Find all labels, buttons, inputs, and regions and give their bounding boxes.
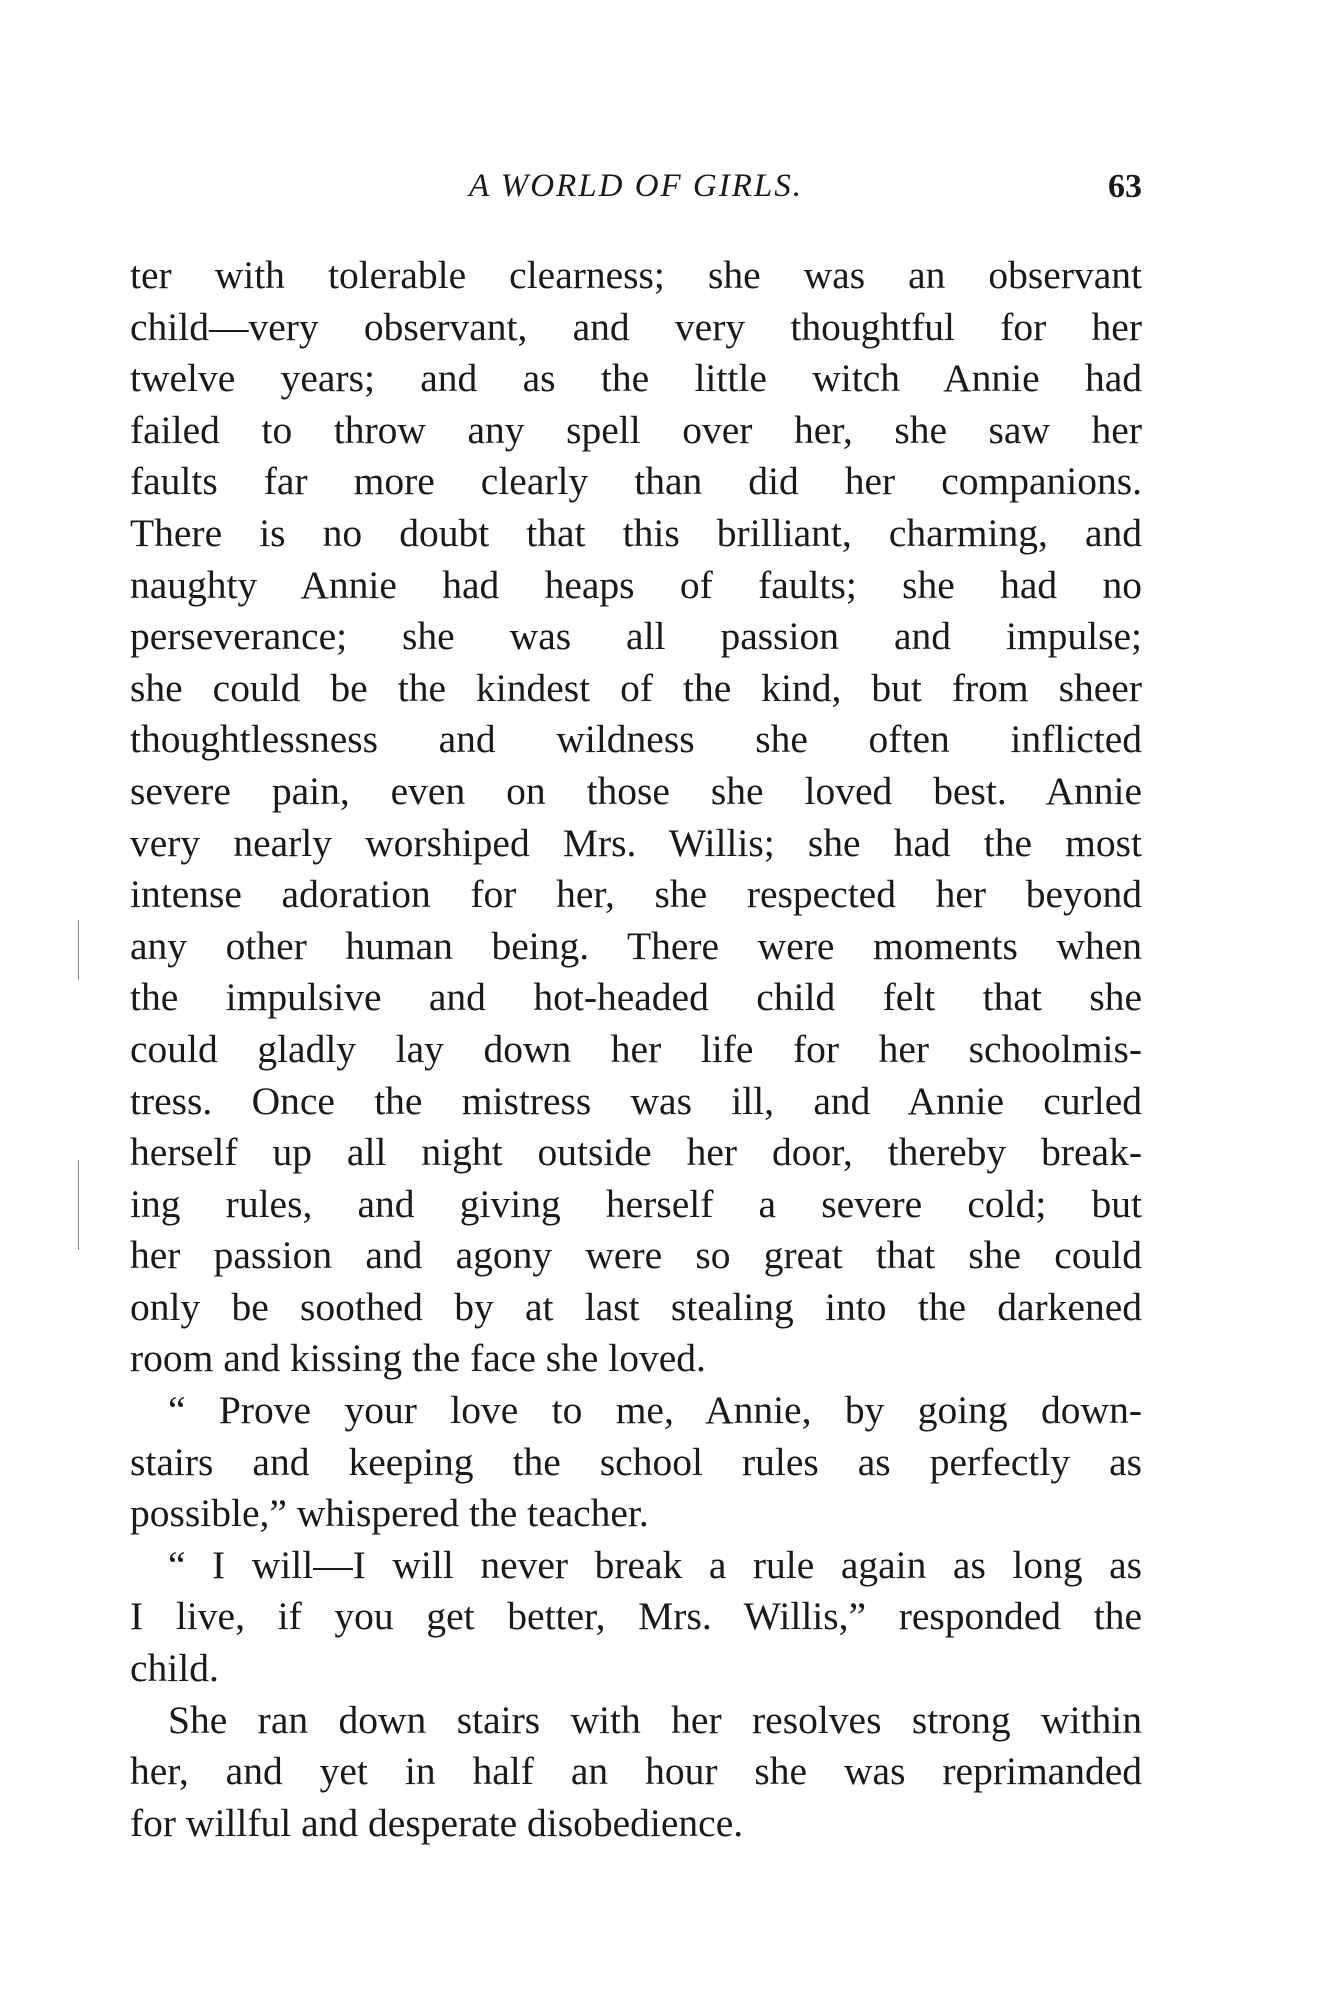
text-line: ing rules, and giving herself a severe cold; but: [130, 1181, 1142, 1226]
text-line: could gladly lay down her life for her schoolmis-: [130, 1026, 1142, 1071]
text-line: the impulsive and hot-headed child felt that she: [130, 975, 1142, 1020]
text-line: failed to throw any spell over her, she saw her: [130, 407, 1142, 452]
text-line: her, and yet in half an hour she was reprimanded: [130, 1749, 1142, 1794]
text-line: for willful and desperate disobedience.: [130, 1800, 744, 1845]
text-line: room and kissing the face she loved.: [130, 1336, 706, 1381]
page-number: 63: [1108, 168, 1142, 205]
text-line: “ Prove your love to me, Annie, by going down-: [168, 1388, 1142, 1433]
text-line: twelve years; and as the little witch Annie had: [130, 356, 1142, 401]
text-line: She ran down stairs with her resolves strong within: [168, 1697, 1142, 1742]
text-line: her passion and agony were so great that she could: [130, 1233, 1142, 1278]
page-header: [130, 168, 1142, 218]
text-line: ter with tolerable clearness; she was an observant: [130, 253, 1142, 297]
text-line: I live, if you get better, Mrs. Willis,” responded the: [130, 1594, 1142, 1639]
text-line: thoughtlessness and wildness she often inflicted: [130, 717, 1142, 762]
text-line: only be soothed by at last stealing into the darkened: [130, 1284, 1142, 1329]
text-line: herself up all night outside her door, thereby break-: [130, 1130, 1142, 1175]
text-line: intense adoration for her, she respected her beyond: [130, 872, 1142, 917]
text-line: child.: [130, 1646, 219, 1691]
text-line: stairs and keeping the school rules as perfectly as: [130, 1439, 1142, 1484]
text-line: tress. Once the mistress was ill, and Annie curled: [130, 1078, 1142, 1123]
text-line: she could be the kindest of the kind, but from sheer: [130, 665, 1142, 710]
text-line: very nearly worshiped Mrs. Willis; she had the most: [130, 820, 1142, 865]
text-line: any other human being. There were moments when: [130, 923, 1142, 968]
text-line: naughty Annie had heaps of faults; she had no: [130, 562, 1142, 607]
margin-marks: [72, 920, 86, 1280]
text-line: severe pain, even on those she loved best. Annie: [130, 768, 1142, 813]
text-line: There is no doubt that this brilliant, charming, and: [130, 510, 1142, 555]
text-line: child—very observant, and very thoughtful for her: [130, 304, 1142, 349]
text-line: perseverance; she was all passion and impulse;: [130, 614, 1142, 659]
running-title: A WORLD OF GIRLS.: [468, 168, 804, 204]
text-line: “ I will—I will never break a rule again as long as: [168, 1542, 1142, 1587]
text-line: possible,” whispered the teacher.: [130, 1491, 649, 1536]
body-text: [130, 250, 1142, 1849]
text-line: faults far more clearly than did her companions.: [130, 459, 1142, 504]
